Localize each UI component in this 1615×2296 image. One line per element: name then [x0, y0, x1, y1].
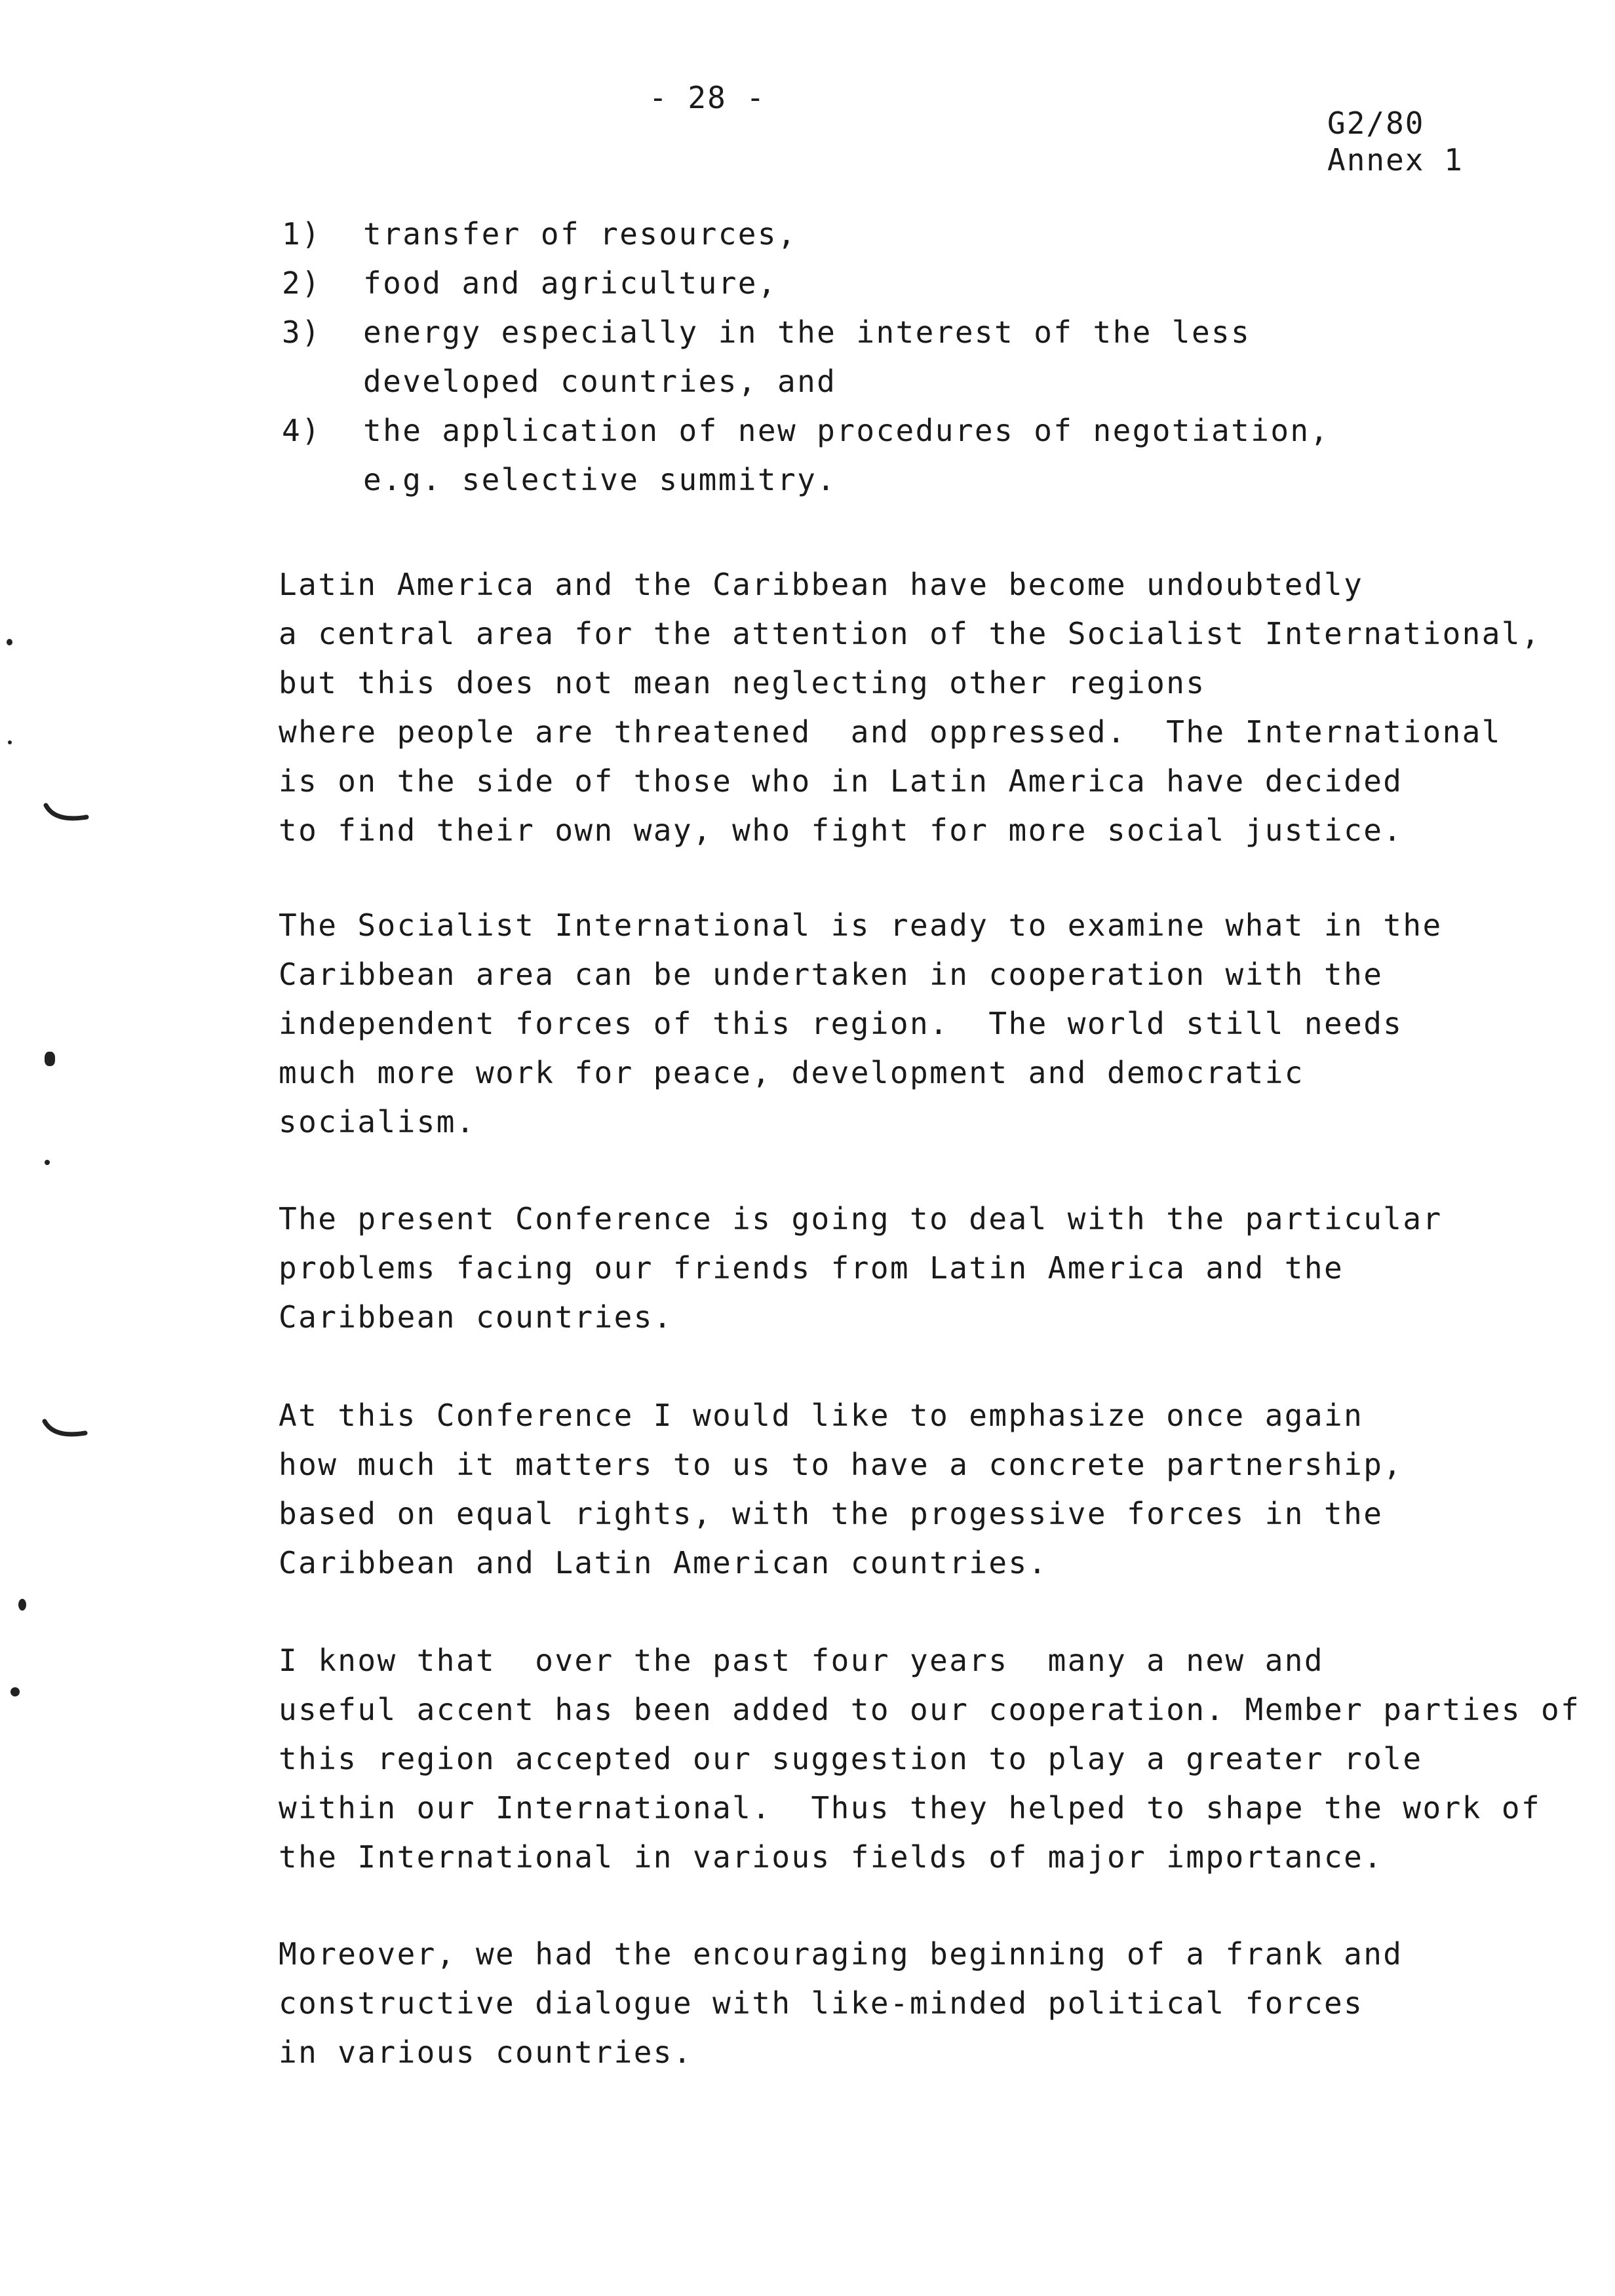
- paragraph-dialogue: [279, 1930, 1583, 2077]
- paragraph-line: Moreover, we had the encouraging beginning of a frank and: [279, 1936, 1403, 1972]
- paragraph-present-conference: [279, 1195, 1583, 1342]
- paragraph-line: this region accepted our suggestion to play a greater role: [279, 1741, 1423, 1776]
- paragraph-line: is on the side of those who in Latin America have decided: [279, 763, 1403, 799]
- scan-speck: [18, 1599, 26, 1611]
- paragraph-partnership: [279, 1391, 1583, 1588]
- paragraph-cooperation-accent: [279, 1636, 1583, 1882]
- scan-speck: [10, 1687, 20, 1696]
- paragraph-line: independent forces of this region. The world still needs: [279, 1006, 1403, 1041]
- scan-speck: [7, 639, 12, 645]
- paragraph-latin-america: [279, 560, 1583, 855]
- list-text: [363, 406, 1527, 505]
- paragraph-line: socialism.: [279, 1104, 476, 1139]
- list-line: e.g. selective summitry.: [363, 462, 837, 497]
- paragraph-line: Caribbean area can be undertaken in cooperation with the: [279, 957, 1384, 992]
- paragraph-line: to find their own way, who fight for more social justice.: [279, 813, 1403, 848]
- list-line: food and agriculture,: [363, 265, 777, 301]
- paragraph-line: but this does not mean neglecting other regions: [279, 665, 1206, 700]
- list-number: 3): [282, 315, 322, 350]
- list-line: the application of new procedures of negotiation,: [363, 413, 1330, 448]
- paragraph-line: The Socialist International is ready to examine what in the: [279, 908, 1443, 943]
- list-item: [282, 210, 1527, 259]
- paragraph-line: where people are threatened and oppressed. The International: [279, 714, 1502, 750]
- paragraph-line: At this Conference I would like to emphasize once again: [279, 1398, 1364, 1433]
- list-number: 4): [282, 413, 322, 448]
- paragraph-line: constructive dialogue with like-minded political forces: [279, 1985, 1364, 2021]
- paragraph-line: within our International. Thus they helped to shape the work of: [279, 1790, 1542, 1826]
- paragraph-line: based on equal rights, with the progessive forces in the: [279, 1496, 1384, 1531]
- paragraph-line: the International in various fields of major importance.: [279, 1839, 1384, 1875]
- document-code: G2/80: [1327, 105, 1425, 141]
- list-text: [363, 308, 1527, 406]
- numbered-list: [282, 210, 1527, 505]
- list-item: [282, 308, 1527, 406]
- paragraph-line: I know that over the past four years many a new and: [279, 1643, 1324, 1678]
- paragraph-line: a central area for the attention of the Socialist International,: [279, 616, 1542, 651]
- scan-speck: [45, 1052, 55, 1066]
- list-line: energy especially in the interest of the less: [363, 315, 1251, 350]
- scan-speck: [8, 740, 12, 744]
- document-reference: [1327, 105, 1464, 178]
- annex-label: Annex 1: [1327, 142, 1464, 178]
- scan-binding-mark: [43, 803, 90, 829]
- paragraph-line: problems facing our friends from Latin America and the: [279, 1250, 1344, 1286]
- paragraph-line: Caribbean countries.: [279, 1299, 673, 1335]
- list-number: 1): [282, 216, 322, 252]
- paragraph-line: Latin America and the Caribbean have become undoubtedly: [279, 567, 1364, 602]
- scan-speck: [45, 1160, 50, 1165]
- paragraph-line: useful accent has been added to our cooperation. Member parties of: [279, 1692, 1581, 1727]
- paragraph-line: much more work for peace, development and democratic: [279, 1055, 1304, 1090]
- paragraph-line: Caribbean and Latin American countries.: [279, 1545, 1048, 1580]
- list-item: [282, 406, 1527, 505]
- paragraph-caribbean-cooperation: [279, 901, 1583, 1147]
- list-text: [363, 259, 1527, 308]
- list-number: 2): [282, 265, 322, 301]
- paragraph-line: how much it matters to us to have a concrete partnership,: [279, 1447, 1403, 1482]
- paragraph-line: in various countries.: [279, 2035, 693, 2070]
- list-item: [282, 259, 1527, 308]
- scan-binding-mark: [42, 1419, 89, 1445]
- paragraph-line: The present Conference is going to deal with the particular: [279, 1201, 1443, 1236]
- list-text: [363, 210, 1527, 259]
- list-line: developed countries, and: [363, 364, 837, 399]
- page-number: - 28 -: [649, 80, 766, 115]
- list-line: transfer of resources,: [363, 216, 798, 252]
